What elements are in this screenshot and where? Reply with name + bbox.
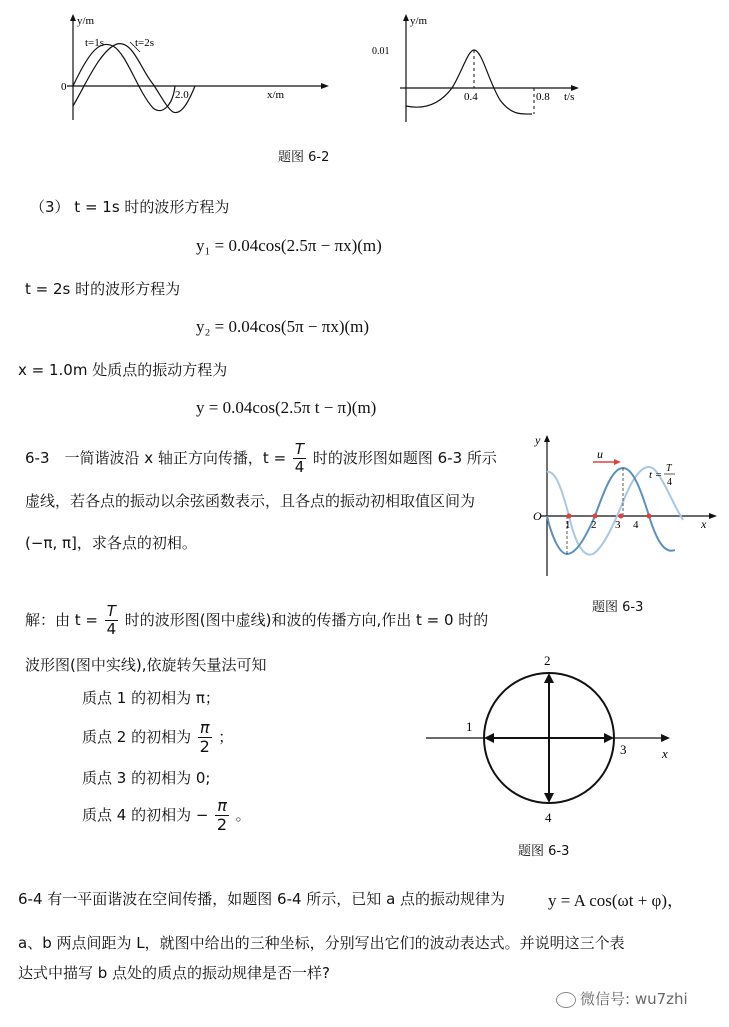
problem-6-3-line1: 6-3 一简谐波沿 x 轴正方向传播，t = $\frac{T}{4}$ 时的波形图如题图 6-3 所示 xyxy=(25,440,497,476)
phase-point-1: 质点 1 的初相为 π； xyxy=(82,689,220,707)
fig63-time-num: T xyxy=(666,463,672,474)
problem-6-3-line3: (−π, π]，求各点的初相。 xyxy=(25,534,197,552)
fig63-point-4: 4 xyxy=(633,519,639,531)
fig62-left-origin: 0 xyxy=(61,81,67,93)
fig63-ylabel: y xyxy=(535,433,541,447)
fig62-curve2-label: t=2s xyxy=(135,37,155,49)
fig62-right-tick2: 0.8 xyxy=(536,91,550,103)
fig63-point-3: 3 xyxy=(615,519,621,531)
fig63-point-2: 2 xyxy=(591,519,597,531)
fig63-caption-top: 题图 6-3 xyxy=(592,600,644,615)
fig63-origin: O xyxy=(533,509,542,523)
figure-6-2-right-graph xyxy=(370,10,590,130)
problem-6-3-line2: 虚线，若各点的振动以余弦函数表示，且各点的振动初相取值区间为 xyxy=(25,492,476,510)
phase-point-4: 质点 4 的初相为 − $\frac{\pi}{2}$ 。 xyxy=(82,796,251,834)
vector-label-3: 3 xyxy=(620,742,627,757)
fig63-velocity-label: u xyxy=(597,447,603,461)
fig63-xlabel: x xyxy=(701,517,707,531)
problem-6-4-line2: a、b 两点间距为 L，就图中给出的三种坐标，分别写出它们的波动表达式。并说明这三个表 xyxy=(18,934,625,952)
problem-6-4-line3: 达式中描写 b 点处的质点的振动规律是否一样? xyxy=(18,964,331,982)
wechat-icon xyxy=(556,992,576,1008)
part3-line1: （3） t = 1s 时的波形方程为 xyxy=(30,198,230,216)
figure-6-3-rotation-diagram xyxy=(420,648,680,828)
figure-6-3-wave-graph xyxy=(525,430,725,580)
vector-label-1: 1 xyxy=(466,719,473,734)
vector-label-2: 2 xyxy=(544,653,551,668)
part3-line2: t = 2s 时的波形方程为 xyxy=(25,280,181,298)
problem-6-4-line1: 6-4 有一平面谐波在空间传播，如题图 6-4 所示，已知 a 点的振动规律为 xyxy=(18,890,506,908)
solution-line1: 解：由 t = $\frac{T}{4}$ 时的波形图(图中虚线)和波的传播方向,作出 t = 0 时的 xyxy=(25,602,489,638)
fig62-left-xlabel: x/m xyxy=(267,89,285,101)
fig62-right-ylabel: y/m xyxy=(410,15,428,27)
vector-label-4: 4 xyxy=(545,810,552,825)
part3-eq2: y₂ = 0.04cos(5π − πx)(m) xyxy=(196,317,370,336)
vector-x-label: x xyxy=(662,746,668,761)
fig63-point-1: 1 xyxy=(565,519,571,531)
fig62-right-xlabel: t/s xyxy=(564,91,575,103)
problem-6-4-equation: y = A cos(ωt + φ)， xyxy=(548,891,685,910)
solution-line2: 波形图(图中实线),依旋转矢量法可知 xyxy=(25,656,267,674)
fig63-caption-bottom: 题图 6-3 xyxy=(518,844,570,859)
part3-line3: x = 1.0m 处质点的振动方程为 xyxy=(18,361,228,379)
part3-eq1: y₁ = 0.04cos(2.5π − πx)(m) xyxy=(196,236,382,255)
fig62-right-tick1: 0.4 xyxy=(464,91,478,103)
part3-eq3: y = 0.04cos(2.5π t − π)(m) xyxy=(196,398,377,417)
fig63-time-den: 4 xyxy=(667,477,672,488)
phase-point-2: 质点 2 的初相为 $\frac{\pi}{2}$ ； xyxy=(82,718,234,756)
fig62-curve1-label: t=1s xyxy=(85,37,105,49)
wechat-watermark: 微信号: wu7zhi xyxy=(556,988,688,1009)
figure-6-2-left-graph xyxy=(55,10,345,130)
fig62-caption: 题图 6-2 xyxy=(278,150,330,165)
fig63-time-label: t = xyxy=(649,469,663,481)
fig62-left-tick: 2.0 xyxy=(175,89,189,101)
phase-point-3: 质点 3 的初相为 0; xyxy=(82,769,211,787)
fig62-right-ytick: 0.01 xyxy=(372,46,390,57)
fig62-left-ylabel: y/m xyxy=(77,15,95,27)
